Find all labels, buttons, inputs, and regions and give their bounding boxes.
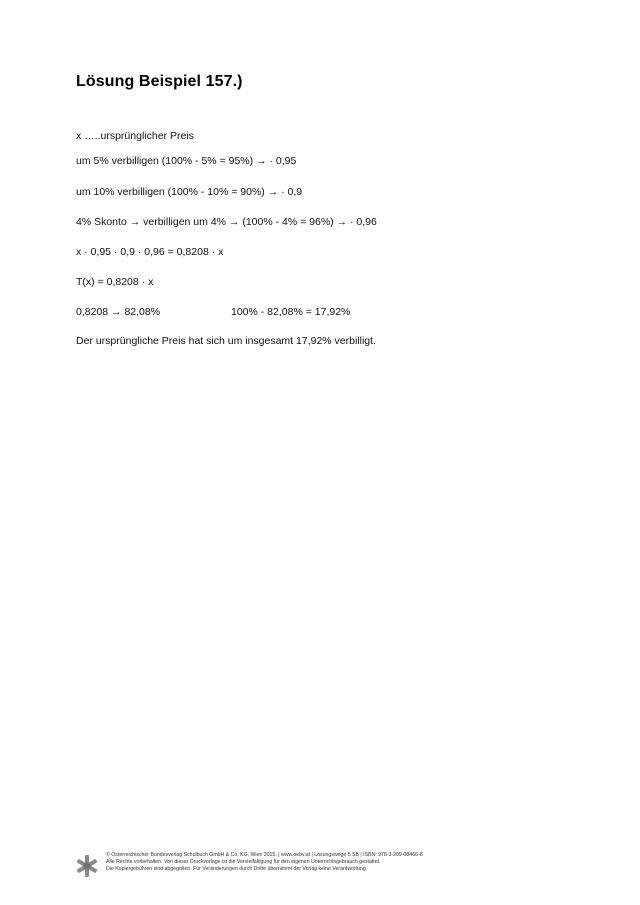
solution-line-7-difference: 100% - 82,08% = 17,92% (231, 306, 351, 318)
solution-line-7-percent: 0,8208 → 82,08% (76, 306, 161, 318)
publisher-star-logo-icon (76, 854, 98, 878)
footer-text (106, 852, 423, 873)
solution-line-4: 4% Skonto → verbilligen um 4% → (100% - 4% = 96%) → · 0,96 (76, 216, 377, 228)
footer-rights-line: Alle Rechte vorbehalten. Von dieser Druckvorlage ist die Vervielfältigung für den eigenen Unterrichtsgebrauch gestattet. (106, 859, 381, 865)
solution-line-2: um 5% verbilligen (100% - 5% = 95%) → · 0,95 (76, 155, 297, 167)
solution-line-3: um 10% verbilligen (100% - 10% = 90%) → · 0,9 (76, 186, 303, 198)
conclusion-text: Der ursprüngliche Preis hat sich um insgesamt 17,92% verbilligt. (76, 335, 376, 347)
page-title: Lösung Beispiel 157.) (76, 73, 243, 90)
footer-disclaimer-line: Die Kopiergebühren sind abgegolten. Für Veränderungen durch Dritte übernimmt der Verlag keine Verantwortung. (106, 866, 368, 872)
solution-line-7 (76, 306, 351, 319)
footer-copyright-line: © Österreichischer Bundesverlag Schulbuch GmbH & Co. KG, Wien 2015. | www.oebv.at | Lösungswege 5 SB | ISBN: 978-3-209-08466-8 (106, 852, 423, 858)
footer (76, 852, 496, 882)
solution-line-6: T(x) = 0,8208 · x (76, 276, 154, 288)
solution-line-1: x …..ursprünglicher Preis (76, 130, 194, 142)
solution-line-5: x · 0,95 · 0,9 · 0,96 = 0,8208 · x (76, 246, 224, 258)
